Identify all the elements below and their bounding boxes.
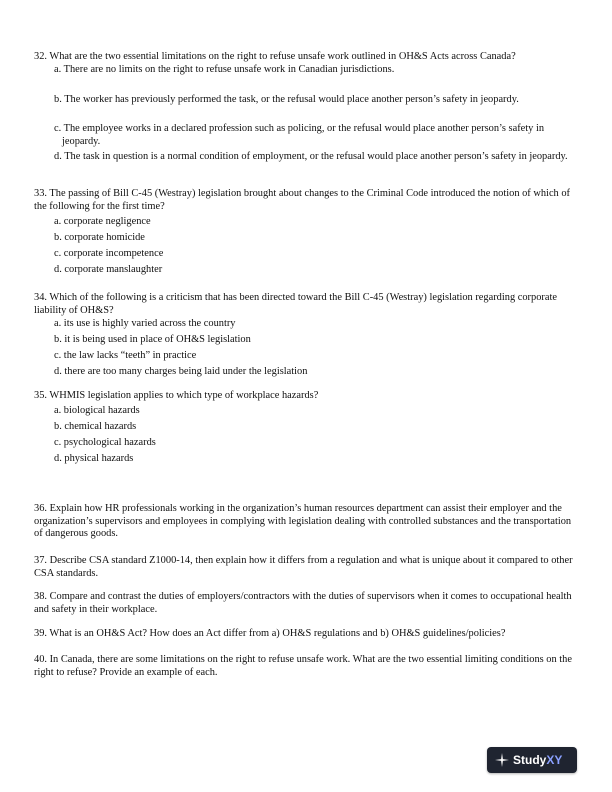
question-32-option-c: c. The employee works in a declared profession such as policing, or the refusal would place another person’s safety in jeopardy. [54,123,545,147]
question-35-option-c: c. psychological hazards [54,437,156,448]
question-40-stem: 40. In Canada, there are some limitations on the right to refuse unsafe work. What are the two essential limiting conditions on the right to refuse? Provide an example of each. [34,654,572,678]
question-34-option-d: d. there are too many charges being laid under the legislation [54,366,308,377]
question-35-option-b: b. chemical hazards [54,421,137,432]
question-33-option-b: b. corporate homicide [54,232,145,243]
question-34-option-a: a. its use is highly varied across the country [54,318,236,329]
plus-sparkle-icon [495,753,509,767]
question-32-option-d: d. The task in question is a normal condition of employment, or the refusal would place another person’s safety in jeopardy. [54,151,568,162]
studyxy-watermark [487,747,577,773]
question-33-option-c: c. corporate incompetence [54,248,164,259]
question-33-option-d: d. corporate manslaughter [54,264,163,275]
question-34-option-c: c. the law lacks “teeth” in practice [54,350,197,361]
question-34-stem: 34. Which of the following is a criticism that has been directed toward the Bill C-45 (Westray) legislation regarding corporate liability of OH&S? [34,292,557,316]
question-35-option-a: a. biological hazards [54,405,140,416]
question-36-stem: 36. Explain how HR professionals working in the organization’s human resources department can assist their employer and the organization’s supervisors and employees in complying with legislation dealing with controlled substances and the transportation of dangerous goods. [34,503,572,539]
question-33-stem: 33. The passing of Bill C-45 (Westray) legislation brought about changes to the Criminal Code introduced the notion of which of the following for the first time? [34,188,571,212]
question-39-stem: 39. What is an OH&S Act? How does an Act differ from a) OH&S regulations and b) OH&S guidelines/policies? [34,628,506,639]
question-34-option-b: b. it is being used in place of OH&S legislation [54,334,251,345]
question-35-option-d: d. physical hazards [54,453,134,464]
question-32-option-a: a. There are no limits on the right to refuse unsafe work in Canadian jurisdictions. [54,64,395,75]
studyxy-logo-text: StudyXY [513,753,563,767]
question-32-option-b: b. The worker has previously performed the task, or the refusal would place another person’s safety in jeopardy. [54,94,519,105]
question-33-option-a: a. corporate negligence [54,216,151,227]
question-32-stem: 32. What are the two essential limitations on the right to refuse unsafe work outlined in OH&S Acts across Canada? [34,51,516,62]
question-37-stem: 37. Describe CSA standard Z1000-14, then explain how it differs from a regulation and what is unique about it compared to other CSA standards. [34,555,573,579]
question-38-stem: 38. Compare and contrast the duties of employers/contractors with the duties of supervisors when it comes to occupational health and safety in their workplace. [34,591,572,615]
question-35-stem: 35. WHMIS legislation applies to which type of workplace hazards? [34,390,319,401]
